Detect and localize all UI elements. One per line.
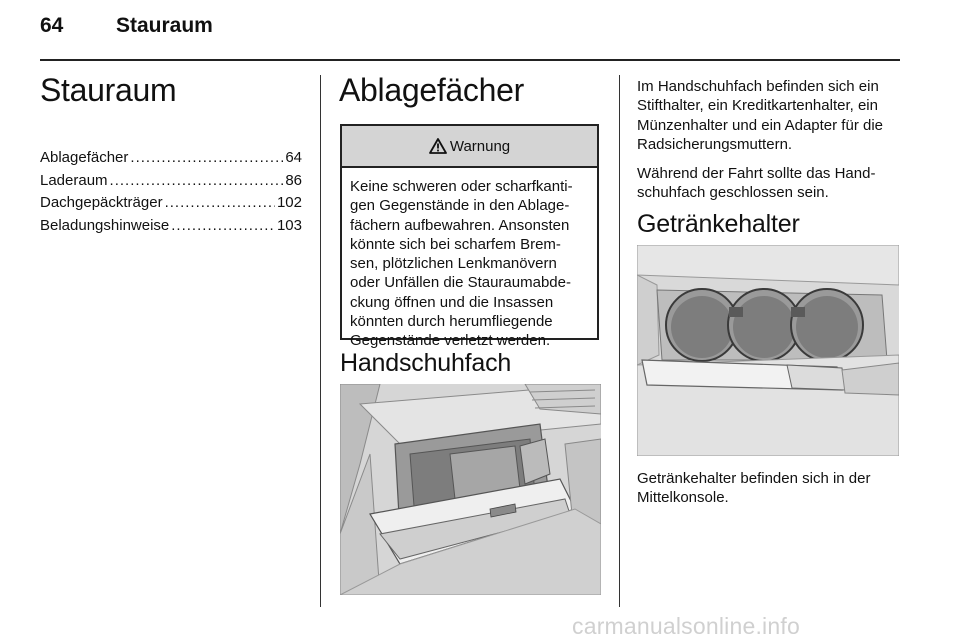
toc-entry-label: Ablagefächer [40, 149, 129, 166]
glovebox-illustration [340, 384, 601, 595]
warning-line: sen, plötzlichen Lenkmanövern [350, 255, 557, 273]
text-line: Stifthalter, ein Kreditkartenhalter, ein [637, 97, 878, 115]
page-number: 64 [40, 14, 64, 37]
toc-leader [110, 172, 284, 189]
toc-entry-label: Beladungshinweise [40, 216, 170, 234]
toc-leader [130, 149, 283, 166]
cupholder-illustration [637, 245, 899, 456]
warning-box [340, 124, 599, 350]
glovebox-driving-note [637, 164, 907, 203]
text-line: Getränkehalter befinden sich in der [637, 470, 871, 487]
toc-leader [165, 194, 275, 211]
toc-entry[interactable] [40, 194, 302, 217]
warning-triangle-icon [429, 138, 447, 154]
running-header: Stauraum [116, 14, 213, 37]
warning-heading: Warnung [449, 137, 511, 155]
warning-line: Keine schweren oder scharfkanti- [350, 178, 573, 195]
toc-entry[interactable] [40, 149, 302, 172]
header-rule [40, 59, 900, 61]
warning-line: ckung öffnen und die Insassen [350, 293, 554, 311]
warning-line: könnten durch herumfliegende [350, 313, 553, 331]
section-title: Ablagefächer [339, 72, 524, 108]
toc-entry-page: 64 [285, 149, 302, 166]
warning-text [342, 168, 597, 351]
text-line: Radsicherungsmuttern. [637, 135, 793, 153]
toc-entry-page: 102 [276, 194, 302, 211]
column-divider-right [619, 75, 620, 607]
toc-entry[interactable] [40, 172, 302, 195]
toc-entry-label: Dachgepäckträger [40, 194, 163, 211]
toc-leader [171, 217, 275, 234]
cupholder-drawing [637, 245, 899, 456]
text-line: schuhfach geschlossen sein. [637, 184, 829, 202]
toc-entry-page: 86 [285, 171, 302, 189]
toc-entry[interactable] [40, 217, 302, 240]
chapter-title: Stauraum [40, 72, 177, 108]
warning-line: oder Unfällen die Stauraumabde- [350, 274, 571, 292]
warning-header [342, 126, 597, 168]
subsection-title-cupholder: Getränkehalter [637, 210, 800, 238]
toc-entry-page: 103 [276, 216, 302, 234]
toc-entry-label: Laderaum [40, 171, 108, 189]
cupholder-description [637, 469, 907, 508]
subsection-title-glovebox: Handschuhfach [340, 349, 512, 377]
warning-line: Gegenstände verletzt werden. [350, 332, 551, 350]
text-line: Münzenhalter und ein Adapter für die [637, 116, 883, 134]
text-line: Mittelkonsole. [637, 489, 729, 507]
text-line: Im Handschuhfach befinden sich ein [637, 78, 879, 95]
warning-line: gen Gegenstände in den Ablage- [350, 197, 570, 215]
table-of-contents [40, 149, 302, 239]
warning-line: fächern aufbewahren. Ansonsten [350, 216, 570, 234]
text-line: Während der Fahrt sollte das Hand- [637, 165, 876, 182]
warning-line: könnte sich bei scharfem Brem- [350, 235, 561, 253]
watermark: carmanualsonline.info [572, 613, 800, 639]
glovebox-description [637, 77, 907, 154]
glovebox-drawing [340, 384, 601, 595]
column-divider-left [320, 75, 321, 607]
